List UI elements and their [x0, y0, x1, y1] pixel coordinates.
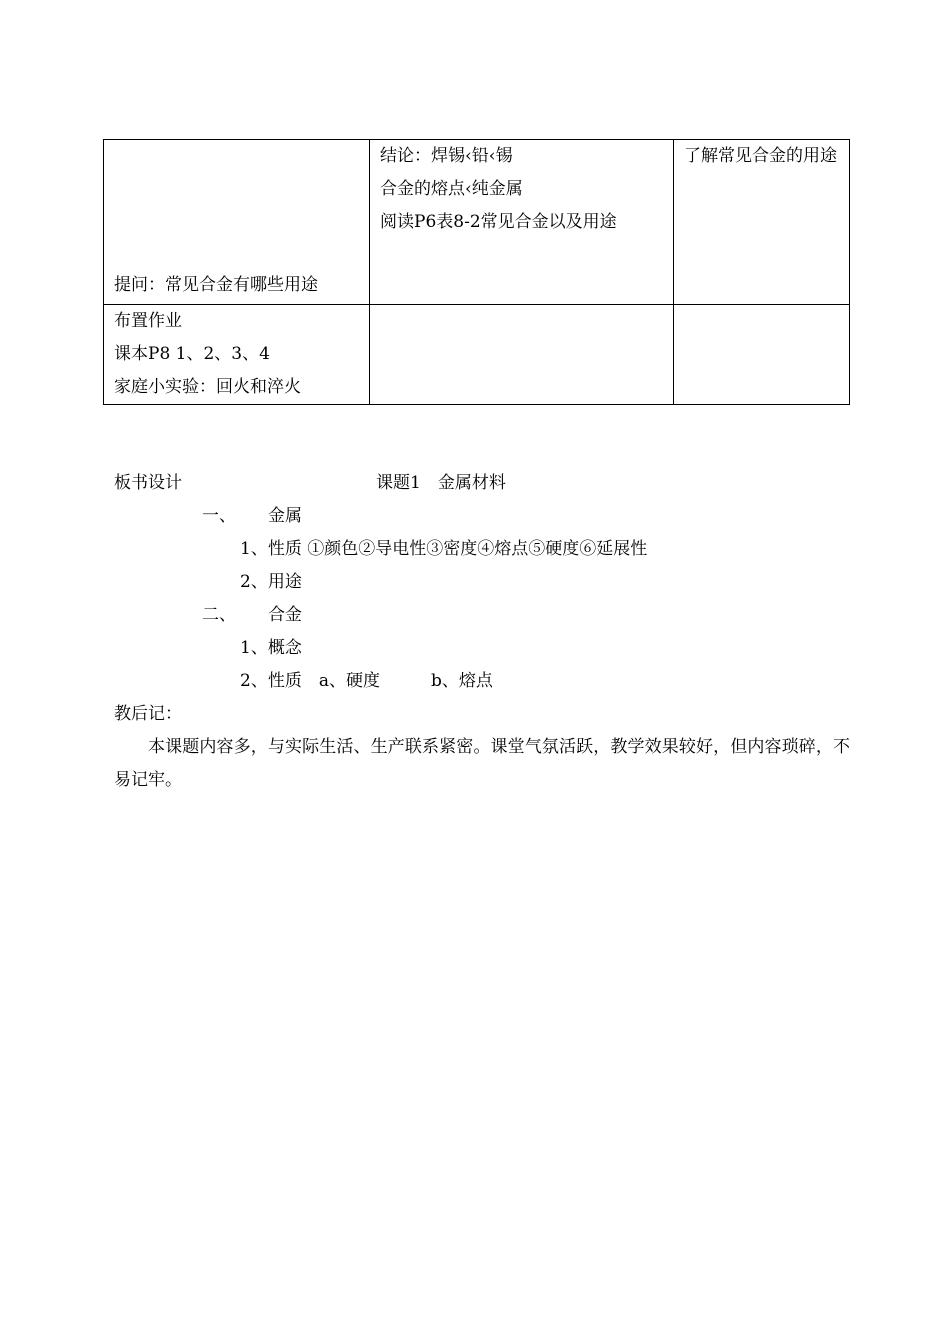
reflection-text: 本课题内容多，与实际生活、生产联系紧密。课堂气氛活跃，教学效果较好，但内容琐碎，不易记牢。 [114, 737, 850, 790]
board-label: 板书设计 [114, 473, 182, 493]
section-1-number: 一、 [202, 506, 236, 526]
homework-title: 布置作业 [114, 311, 182, 331]
question-text: 提问：常见合金有哪些用途 [114, 275, 318, 295]
board-title: 课题1 金属材料 [376, 473, 506, 493]
section-1-title: 金属 [268, 506, 302, 526]
lesson-table [103, 139, 850, 405]
table-row [104, 140, 850, 305]
section-1-item-1: 1、性质 ①颜色②导电性③密度④熔点⑤硬度⑥延展性 [240, 539, 648, 559]
table-cell [674, 305, 850, 405]
conclusion-line-2: 合金的熔点‹纯金属 [380, 179, 523, 199]
section-2-item-2: 2、性质 a、硬度 b、熔点 [240, 671, 493, 691]
table-cell [104, 140, 370, 305]
homework-experiment: 家庭小实验：回火和淬火 [114, 377, 301, 397]
table-row [104, 305, 850, 405]
table-cell [104, 305, 370, 405]
section-2-number: 二、 [202, 605, 236, 625]
homework-textbook: 课本P8 1、2、3、4 [114, 344, 270, 364]
purpose-text: 了解常见合金的用途 [684, 146, 837, 166]
table-cell [370, 140, 674, 305]
section-2-title: 合金 [268, 605, 302, 625]
section-2-item-1: 1、概念 [240, 638, 302, 658]
table-cell [674, 140, 850, 305]
conclusion-line-1: 结论：焊锡‹铅‹锡 [380, 146, 513, 166]
section-1-item-2: 2、用途 [240, 572, 302, 592]
table-cell [370, 305, 674, 405]
reflection-label: 教后记： [114, 704, 182, 724]
reading-line: 阅读P6表8-2常见合金以及用途 [380, 212, 617, 232]
